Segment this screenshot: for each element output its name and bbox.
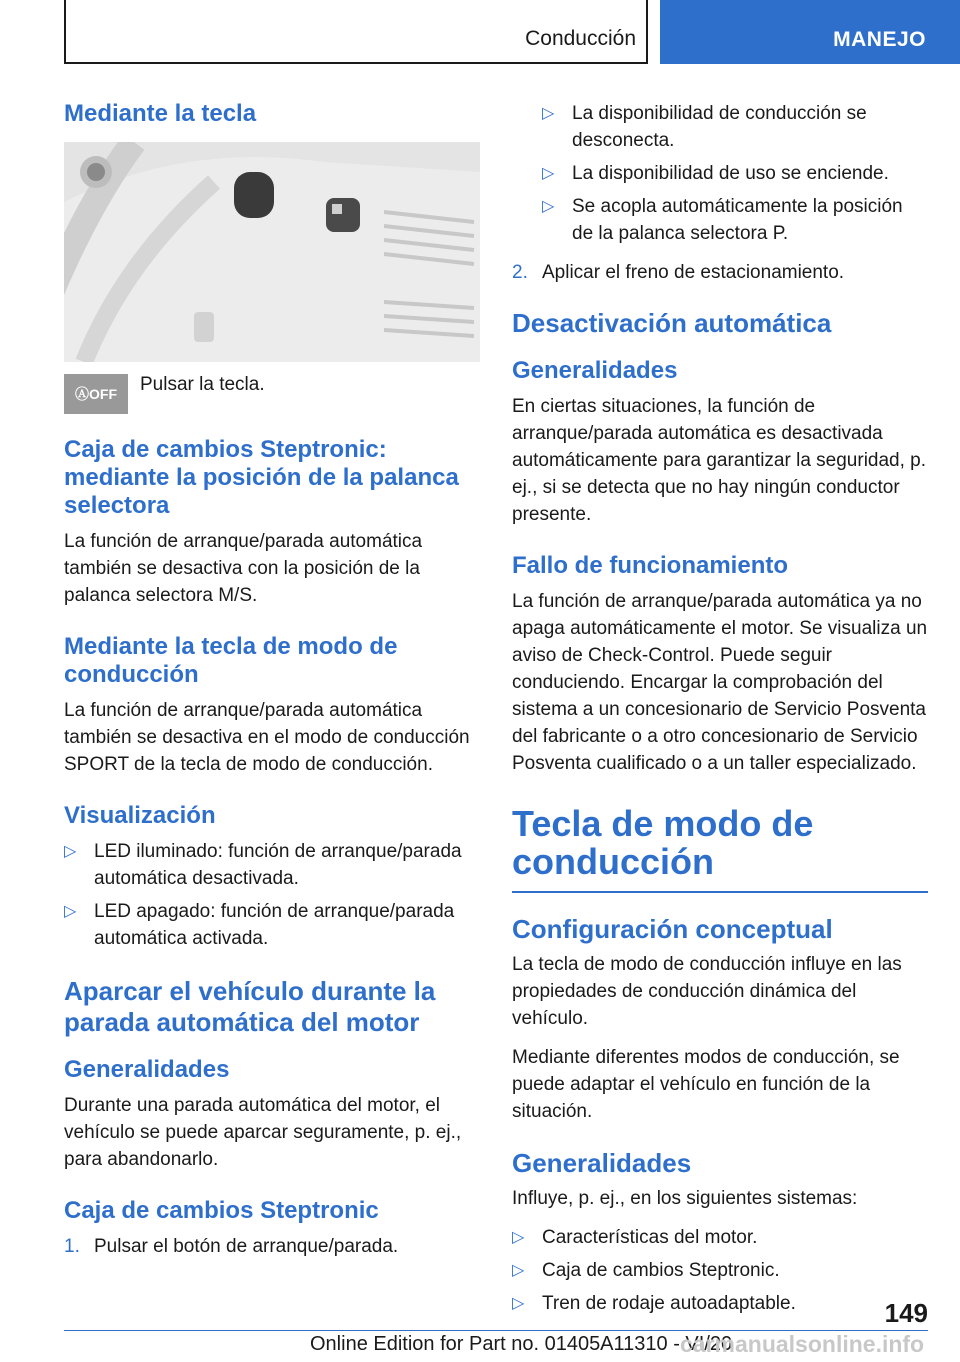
- triangle-bullet-icon: ▷: [512, 1229, 525, 1246]
- steps-list: [64, 1233, 480, 1260]
- triangle-bullet-icon: ▷: [512, 1262, 525, 1279]
- paragraph-configuracion-1: La tecla de modo de conducción influye en las propiedades de conducción dinámica del vehículo.: [512, 954, 902, 1029]
- header-section-box: [64, 0, 648, 64]
- list-item: ▷ Tren de rodaje autoadaptable.: [512, 1290, 928, 1317]
- heading-desactivacion: Desactivación automática: [512, 308, 832, 338]
- header-section-title: Conducción: [525, 27, 636, 50]
- left-column: [64, 100, 480, 1272]
- sistemas-list: [512, 1224, 928, 1317]
- key-instruction-row: [64, 374, 480, 414]
- right-column: [512, 100, 928, 1329]
- list-item: 1. Pulsar el botón de arranque/parada.: [64, 1236, 399, 1257]
- list-item: 2. Aplicar el freno de estacionamiento.: [512, 262, 845, 283]
- auto-start-stop-off-icon: ⒶOFF: [64, 374, 128, 414]
- key-instruction-text: Pulsar la tecla.: [140, 374, 265, 395]
- footer-edition: Online Edition for Part no. 01405A11310 - VI/20: [310, 1333, 733, 1355]
- page-number: 149: [884, 1298, 928, 1328]
- header-chapter-label: MANEJO: [833, 28, 926, 51]
- heading-caja-steptronic: Caja de cambios Steptronic: [64, 1197, 379, 1224]
- watermark: carmanualsonline.info: [680, 1331, 925, 1357]
- triangle-bullet-icon: ▷: [542, 198, 555, 215]
- triangle-bullet-icon: ▷: [512, 1295, 525, 1312]
- paragraph-modo-conduccion: La función de arranque/parada automática también se desactiva en el modo de conducción SPORT de la tecla de modo de conducción.: [64, 700, 470, 775]
- heading-fallo: Fallo de funcionamiento: [512, 552, 789, 579]
- paragraph-generalidades-left: Durante una parada automática del motor, el vehículo se puede aparcar seguramente, p. ej., para abandonarlo.: [64, 1095, 462, 1170]
- triangle-bullet-icon: ▷: [542, 105, 555, 122]
- step1-sub-list: [542, 100, 928, 247]
- heading-caja-posicion: Caja de cambios Steptronic: mediante la posición de la palanca selectora: [64, 436, 459, 519]
- heading-generalidades-left: Generalidades: [64, 1056, 230, 1083]
- heading-mediante-tecla: Mediante la tecla: [64, 100, 257, 127]
- step2-list: [512, 259, 928, 286]
- paragraph-generalidades-2: Influye, p. ej., en los siguientes sistemas:: [512, 1188, 858, 1209]
- paragraph-caja-posicion: La función de arranque/parada automática también se desactiva con la posición de la palanca selectora M/S.: [64, 531, 423, 606]
- heading-modo-conduccion: Mediante la tecla de modo de conducción: [64, 633, 398, 688]
- visualizacion-list: [64, 838, 480, 952]
- heading-generalidades-2: Generalidades: [512, 1148, 692, 1178]
- dashboard-photo: [64, 142, 480, 362]
- paragraph-fallo: La función de arranque/parada automática ya no apaga automáticamente el motor. Se visualiza un aviso de Check-Control. Puede seguir conduciendo. Encargar la comprobación del sistema a un concesionario de Servicio Posventa del fabricante o a otro concesionario de Servicio Posventa cualificado o a un taller especializado.: [512, 591, 928, 774]
- paragraph-generalidades-right: En ciertas situaciones, la función de arranque/parada automática es desactivada automáticamente para garantizar la seguridad, p. ej., si se detecta que no hay ningún conductor presente.: [512, 396, 927, 525]
- list-item: ▷ Se acopla automáticamente la posición de la palanca selectora P.: [542, 193, 928, 247]
- header-chapter-tab: [660, 0, 960, 64]
- triangle-bullet-icon: ▷: [64, 903, 77, 920]
- list-item: ▷ Características del motor.: [512, 1224, 928, 1251]
- list-item: ▷ LED apagado: función de arranque/parada automática activada.: [64, 898, 480, 952]
- section-divider: [512, 891, 928, 893]
- heading-configuracion: Configuración conceptual: [512, 914, 833, 944]
- list-item: ▷ La disponibilidad de uso se enciende.: [542, 160, 928, 187]
- list-item: ▷ LED iluminado: función de arranque/parada automática desactivada.: [64, 838, 480, 892]
- heading-aparcar: Aparcar el vehículo durante la parada automática del motor: [64, 976, 436, 1037]
- triangle-bullet-icon: ▷: [542, 165, 555, 182]
- heading-tecla-modo: Tecla de modo de conducción: [512, 803, 814, 882]
- list-item: ▷ Caja de cambios Steptronic.: [512, 1257, 928, 1284]
- heading-visualizacion: Visualización: [64, 802, 216, 829]
- dashboard-illustration: [64, 142, 480, 362]
- heading-generalidades-right: Generalidades: [512, 357, 678, 384]
- paragraph-configuracion-2: Mediante diferentes modos de conducción, se puede adaptar el vehículo en función de la situación.: [512, 1047, 900, 1122]
- triangle-bullet-icon: ▷: [64, 843, 77, 860]
- list-item: ▷ La disponibilidad de conducción se desconecta.: [542, 100, 928, 154]
